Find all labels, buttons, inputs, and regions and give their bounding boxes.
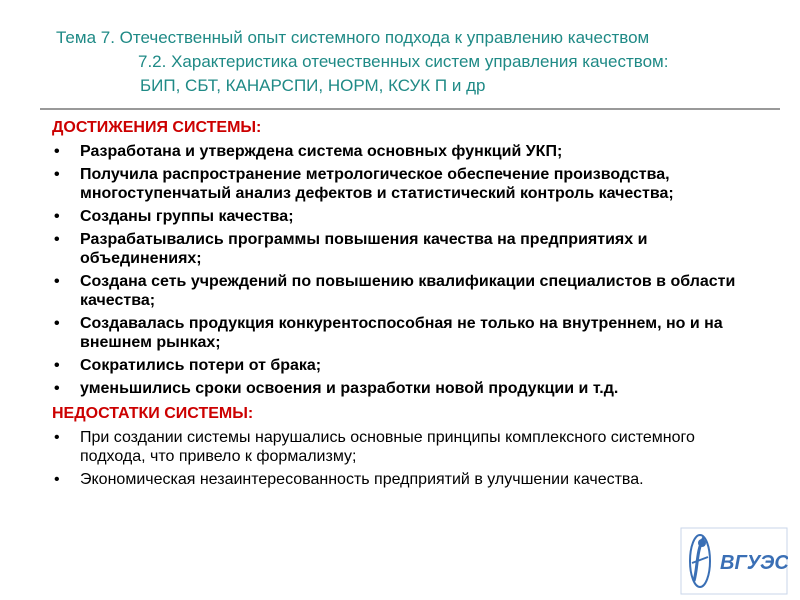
logo-text: ВГУЭС bbox=[720, 552, 788, 574]
list-item bbox=[52, 230, 742, 268]
achievements-heading: ДОСТИЖЕНИЯ СИСТЕМЫ: bbox=[52, 119, 262, 136]
title-line-topic: Тема 7. Отечественный опыт системного подхода к управлению качеством bbox=[56, 28, 650, 47]
bullet-icon: • bbox=[54, 315, 60, 332]
bullet-icon: • bbox=[54, 273, 60, 290]
list-item bbox=[52, 356, 742, 375]
list-item-text: Разработана и утверждена система основных функций УКП; bbox=[80, 143, 563, 160]
list-item-text: При создании системы нарушались основные принципы комплексного системного подхода, что привело к формализму; bbox=[80, 429, 695, 465]
university-logo bbox=[680, 527, 788, 595]
bullet-icon: • bbox=[54, 429, 60, 446]
list-item-text: Разрабатывались программы повышения качества на предприятиях и объединениях; bbox=[80, 231, 648, 267]
list-item-text: Получила распространение метрологическое обеспечение производства, многоступенчатый анализ дефектов и статистический контроль качества; bbox=[80, 166, 674, 202]
title-line-subtopic: 7.2. Характеристика отечественных систем управления качеством: bbox=[138, 52, 669, 71]
list-item bbox=[52, 272, 742, 310]
list-item bbox=[52, 379, 742, 398]
title-divider bbox=[40, 108, 780, 110]
list-item-text: Созданы группы качества; bbox=[80, 208, 294, 225]
drawbacks-heading: НЕДОСТАТКИ СИСТЕМЫ: bbox=[52, 405, 254, 422]
list-item bbox=[52, 165, 742, 203]
bullet-icon: • bbox=[54, 380, 60, 397]
title-line-systems: БИП, СБТ, КАНАРСПИ, НОРМ, КСУК П и др bbox=[140, 76, 486, 95]
list-item bbox=[52, 470, 742, 489]
bullet-icon: • bbox=[54, 143, 60, 160]
list-item bbox=[52, 207, 742, 226]
list-item bbox=[52, 314, 742, 352]
slide-content bbox=[52, 118, 742, 493]
achievements-list bbox=[52, 142, 742, 398]
list-item bbox=[52, 142, 742, 161]
list-item-text: Экономическая незаинтересованность предприятий в улучшении качества. bbox=[80, 471, 644, 488]
university-emblem-icon bbox=[680, 527, 788, 595]
slide-title bbox=[40, 26, 780, 98]
list-item-text: Создана сеть учреждений по повышению квалификации специалистов в области качества; bbox=[80, 273, 736, 309]
list-item-text: Создавалась продукция конкурентоспособная не только на внутреннем, но и на внешнем рынках; bbox=[80, 315, 723, 351]
bullet-icon: • bbox=[54, 471, 60, 488]
list-item-text: уменьшились сроки освоения и разработки новой продукции и т.д. bbox=[80, 380, 619, 397]
drawbacks-list bbox=[52, 428, 742, 489]
list-item bbox=[52, 428, 742, 466]
bullet-icon: • bbox=[54, 166, 60, 183]
bullet-icon: • bbox=[54, 231, 60, 248]
list-item-text: Сократились потери от брака; bbox=[80, 357, 322, 374]
bullet-icon: • bbox=[54, 208, 60, 225]
bullet-icon: • bbox=[54, 357, 60, 374]
